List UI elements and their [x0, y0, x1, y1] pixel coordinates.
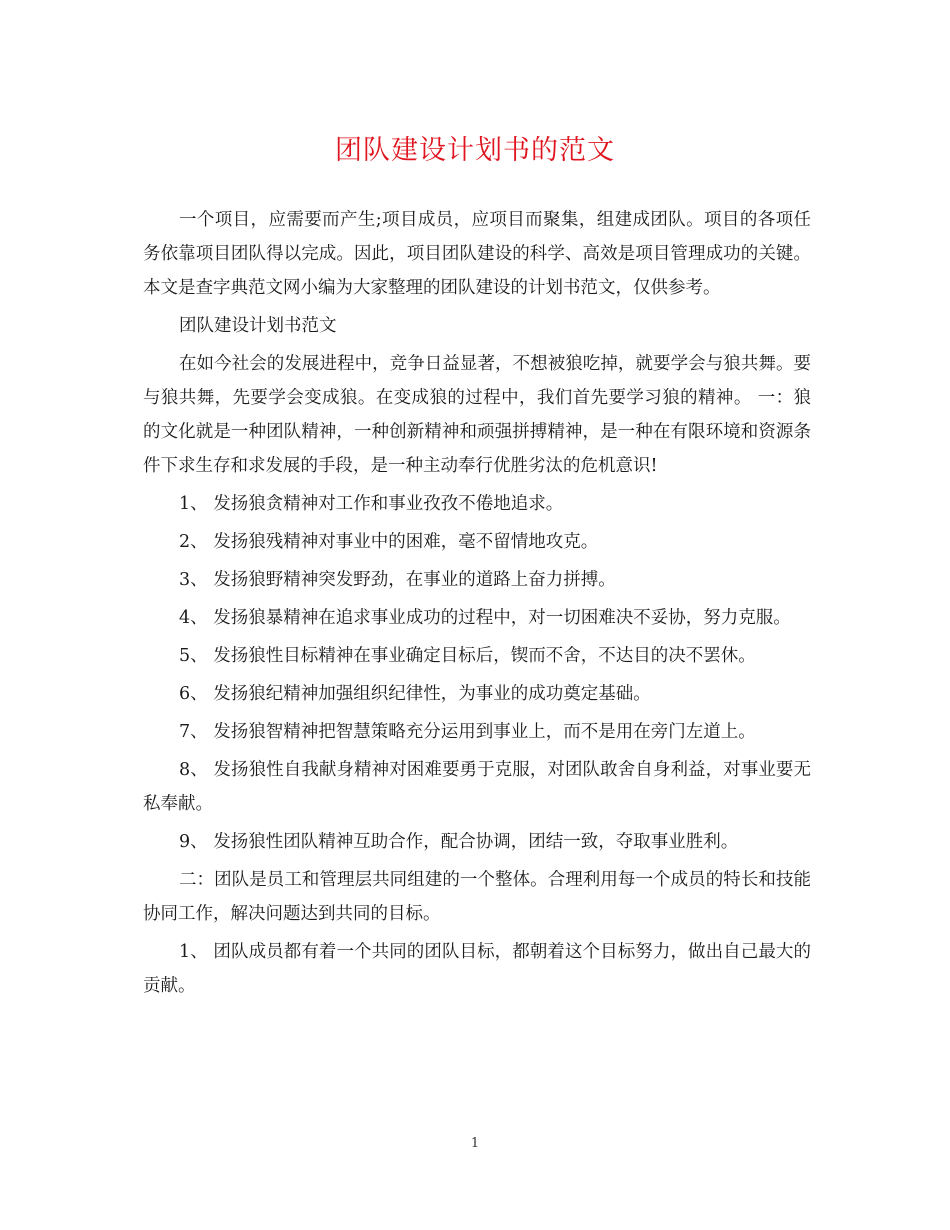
page-number: 1: [470, 1136, 480, 1151]
list-item: 7、 发扬狼智精神把智慧策略充分运用到事业上，而不是用在旁门左道上。: [179, 722, 756, 742]
list-item: 6、 发扬狼纪精神加强组织纪律性，为事业的成功奠定基础。: [179, 684, 651, 704]
list-item: 5、 发扬狼性目标精神在事业确定目标后，锲而不舍，不达目的决不罢休。: [179, 646, 756, 666]
document-title: 团队建设计划书的范文: [335, 135, 615, 166]
list-item: 2、 发扬狼残精神对事业中的困难，毫不留情地攻克。: [179, 532, 599, 552]
list-item: 9、 发扬狼性团队精神互助合作，配合协调，团结一致，夺取事业胜利。: [179, 832, 739, 852]
list-item: 1、 团队成员都有着一个共同的团队目标，都朝着这个目标努力，做出自己最大的贡献。: [143, 942, 811, 996]
list-item: 3、 发扬狼野精神突发野劲，在事业的道路上奋力拼搏。: [179, 570, 616, 590]
document-body: [143, 203, 811, 1007]
intro-paragraph: 一个项目，应需要而产生;项目成员，应项目而聚集，组建成团队。项目的各项任务依靠项目团队得以完成。因此，项目团队建设的科学、高效是项目管理成功的关键。本文是查字典范文网小编为大家整理的团队建设的计划书范文，仅供参考。: [143, 210, 811, 298]
list-item: 1、 发扬狼贪精神对工作和事业孜孜不倦地追求。: [179, 494, 564, 514]
body-paragraph: 在如今社会的发展进程中，竞争日益显著，不想被狼吃掉，就要学会与狼共舞。要与狼共舞，先要学会变成狼。在变成狼的过程中，我们首先要学习狼的精神。 一：狼的文化就是一种团队精神，一种创新精神和顽强拼搏精神，是一种在有限环境和资源条件下求生存和求发展的手段，是一种主动奉行优胜劣汰的危机意识!: [143, 354, 811, 476]
section-heading: 团队建设计划书范文: [179, 316, 337, 336]
body-paragraph: 二：团队是员工和管理层共同组建的一个整体。合理利用每一个成员的特长和技能协同工作，解决问题达到共同的目标。: [143, 870, 811, 924]
list-item: 4、 发扬狼暴精神在追求事业成功的过程中，对一切困难决不妥协，努力克服。: [179, 608, 791, 628]
list-item: 8、 发扬狼性自我献身精神对困难要勇于克服，对团队敢舍自身利益，对事业要无私奉献。: [143, 760, 811, 814]
